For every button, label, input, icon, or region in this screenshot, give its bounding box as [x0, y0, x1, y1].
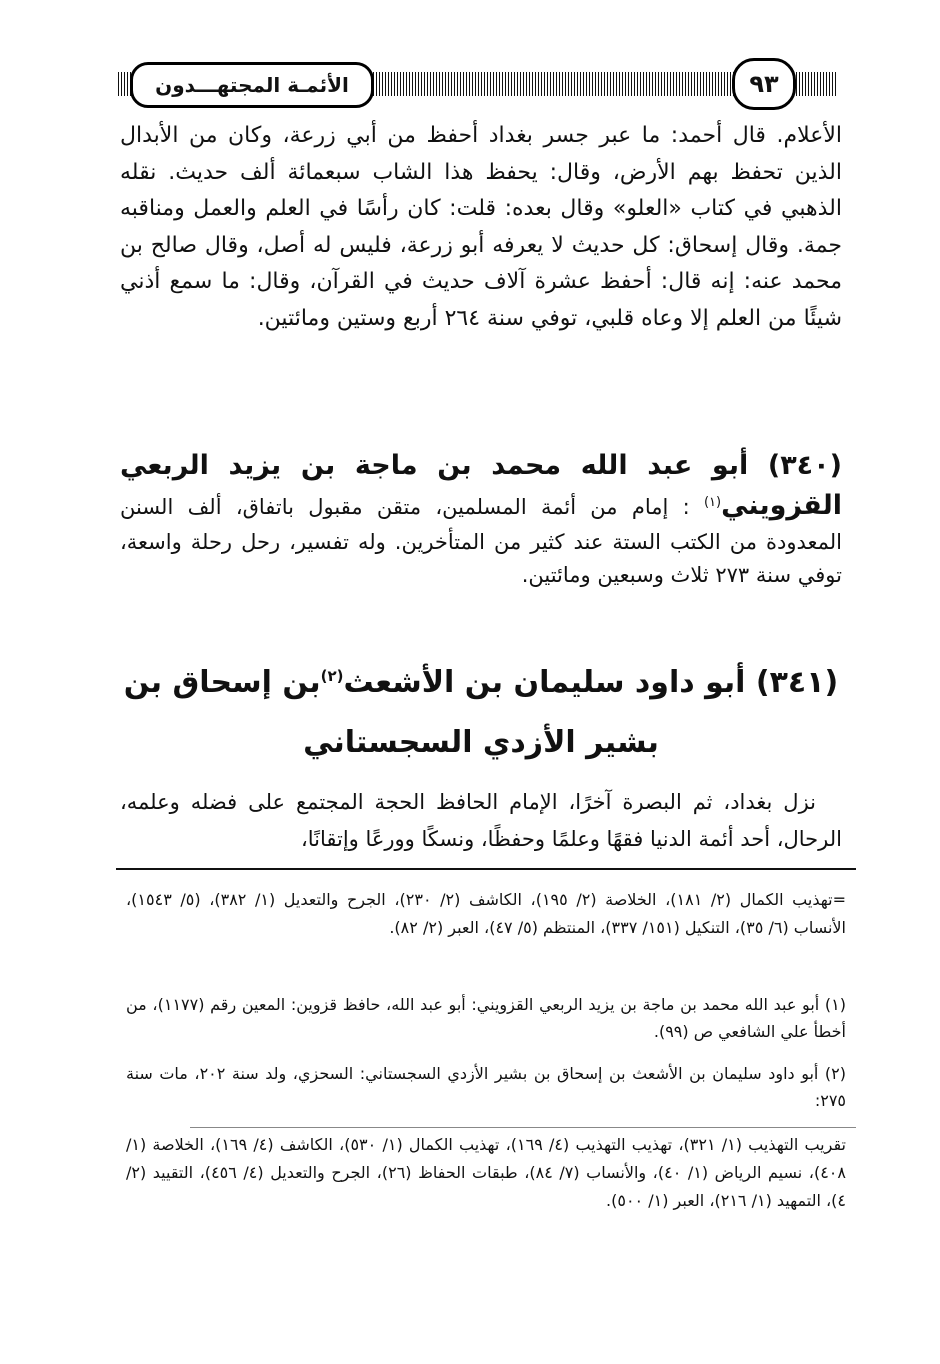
footnote-separator — [116, 868, 856, 870]
entry-340 — [120, 446, 842, 592]
entry-341-heading-part2: بن إسحاق بن بشير الأزدي السجستاني — [123, 665, 659, 760]
page-header — [118, 52, 836, 122]
entry-341-body: نزل بغداد، ثم البصرة آخرًا، الإمام الحافظ الحجة المجتمع على فضله وعلمه، الرحال، أحد أئمة الدنيا فقهًا وعلمًا وحفظًا، ونسكًا وورعًا وإتقانًا، — [120, 790, 842, 851]
biography-paragraph: الأعلام. قال أحمد: ما عبر جسر بغداد أحفظ من أبي زرعة، وكان من الأبدال الذين تحفظ بهم الأرض، وقال: يحفظ هذا الشاب سبعمائة ألف حديث. نقله الذهبي في كتاب «العلو» وقال بعده: قلت: كان رأسًا في العلم والعمل ومناقبه جمة. وقال إسحاق: كل حديث لا يعرفه أبو زرعة، فليس له أصل، وقال صالح بن محمد عنه: إنه قال: أحفظ عشرة آلاف حديث في القرآن، وقال: ما سمع أذني شيئًا من العلم إلا وعاه قلبي، توفي سنة ٢٦٤ أربع وستين ومائتين. — [120, 123, 842, 331]
page-number: ٩٣ — [732, 58, 796, 110]
footnote-1: (١) أبو عبد الله محمد بن ماجة بن يزيد الربعي القزويني: أبو عبد الله، حافظ قزوين: المعين رقم (١١٧٧)، من أخطأ علي الشافعي ص (٩٩). — [126, 995, 846, 1041]
footnote-marker-2[interactable]: (٢) — [320, 667, 344, 685]
footnote-inner-separator — [190, 1127, 856, 1128]
footnote-continuation: =تهذيب الكمال (٢/ ١٨١)، الخلاصة (٢/ ١٩٥)، الكاشف (٢/ ٢٣٠)، الجرح والتعديل (١/ ٣٨٢)، (٥/ ١٥٤٣)، الأنساب (٦/ ٣٥)، التنكيل (١٥١/ ٣٣٧)، المنتظم (٥/ ٤٧)، العبر (٢/ ٨٢). — [126, 890, 846, 937]
entry-340-body: : إمام من أئمة المسلمين، متقن مقبول باتفاق، ألف السنن المعدودة من الكتب الستة عند كثير من المتأخرين. وله تفسير، رحل رحلة واسعة، توفي سنة ٢٧٣ ثلاث وسبعين ومائتين. — [120, 495, 842, 587]
entry-340-heading: (٣٤٠) أبو عبد الله محمد بن ماجة بن يزيد الربعي القزويني — [120, 450, 842, 521]
footnote-2-sources: تقريب التهذيب (١/ ٣٢١)، تهذيب التهذيب (٤/ ١٦٩)، تهذيب الكمال (١/ ٥٣٠)، الكاشف (٤/ ١٦٩)، الخلاصة (١/ ٤٠٨)، نسيم الرياض (١/ ٤٠)، والأنساب (٧/ ٨٤)، طبقات الحفاظ (٢٦)، الجرح والتعديل (٤/ ٤٥٦)، التقييد (٢/ ٤)، التمهيد (١/ ٢١٦)، العبر (١/ ٥٠٠). — [126, 1135, 847, 1210]
entry-341-heading-part1: (٣٤١) أبو داود سليمان بن الأشعث — [343, 665, 839, 700]
entry-341-heading — [120, 646, 842, 773]
footnote-marker-1[interactable]: (١) — [703, 495, 722, 510]
running-title: الأئمـة المجتهـــدون — [130, 62, 374, 108]
footnote-2: (٢) أبو داود سليمان بن الأشعث بن إسحاق بن بشير الأزدي السجستاني: السحزي، ولد سنة ٢٠٢، مات سنة ٢٧٥: — [126, 1064, 847, 1110]
